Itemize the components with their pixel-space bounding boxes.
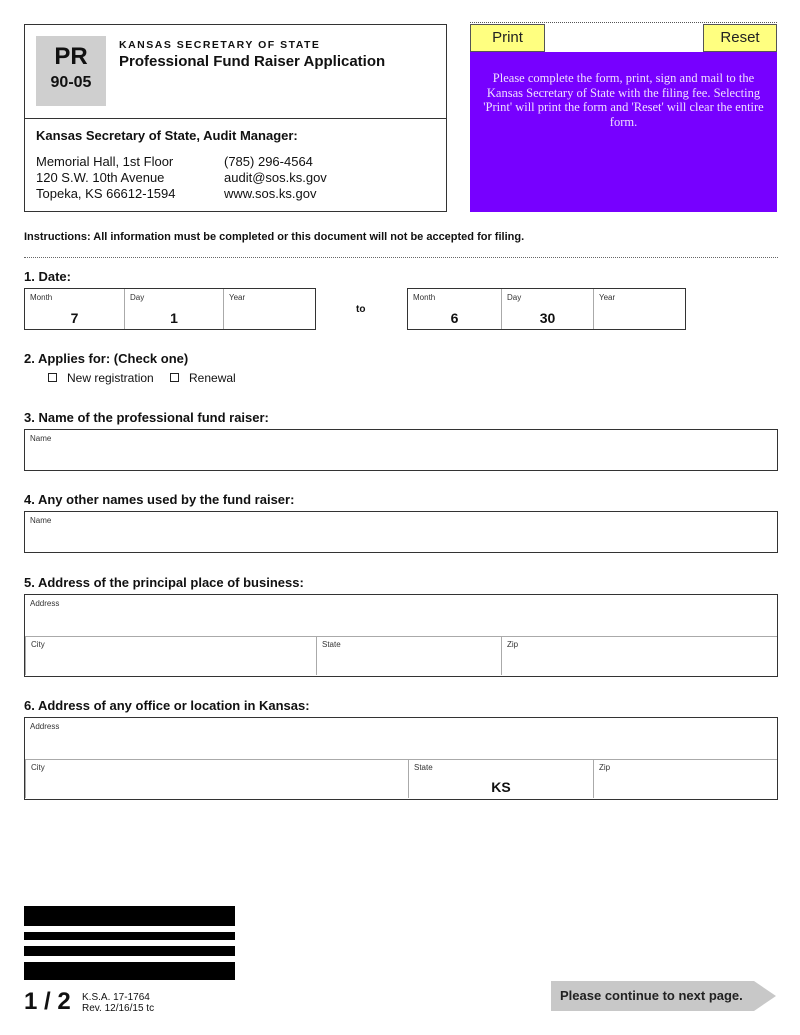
- to-month-field[interactable]: [408, 289, 501, 329]
- button-gap: [545, 24, 703, 52]
- kansas-address-box: [24, 717, 778, 800]
- address-line: Memorial Hall, 1st Floor: [36, 154, 174, 169]
- name-label: Name: [30, 516, 52, 525]
- kansas-state-value: KS: [491, 779, 511, 795]
- new-registration-checkbox[interactable]: [48, 373, 57, 382]
- contact-phone: (785) 296-4564: [224, 154, 313, 169]
- year-label: Year: [229, 293, 246, 302]
- from-year-field[interactable]: [223, 289, 314, 329]
- form-badge: [36, 36, 106, 106]
- barcode-bar: [24, 906, 235, 926]
- from-month-field[interactable]: [25, 289, 124, 329]
- barcode-bar: [24, 962, 235, 980]
- dotted-divider: [24, 257, 778, 258]
- date-from-box: [24, 288, 316, 330]
- q6-label: 6. Address of any office or location in Kansas:: [24, 698, 310, 713]
- address-label: Address: [30, 599, 60, 608]
- zip-label: Zip: [599, 763, 611, 772]
- to-year-field[interactable]: [593, 289, 684, 329]
- kansas-address-field[interactable]: [25, 718, 776, 759]
- renewal-checkbox[interactable]: [170, 373, 179, 382]
- contact-website: www.sos.ks.gov: [224, 186, 317, 201]
- year-label: Year: [599, 293, 616, 302]
- barcode-bar: [24, 932, 235, 940]
- address-line: Topeka, KS 66612-1594: [36, 186, 176, 201]
- statute-reference: K.S.A. 17-1764: [82, 992, 150, 1003]
- zip-label: Zip: [507, 640, 519, 649]
- barcode-bar: [24, 946, 235, 956]
- form-header: [24, 24, 447, 212]
- kansas-state-field[interactable]: [408, 759, 593, 798]
- instructions-text: Instructions: All information must be completed or this document will not be accepted for filing.: [24, 231, 525, 243]
- continue-arrow: [551, 981, 776, 1011]
- other-names-field[interactable]: [24, 511, 778, 553]
- from-day-field[interactable]: [124, 289, 223, 329]
- instruction-panel: [470, 24, 777, 212]
- q5-label: 5. Address of the principal place of business:: [24, 575, 304, 590]
- form-title: Professional Fund Raiser Application: [119, 53, 386, 70]
- state-label: State: [414, 763, 433, 772]
- q3-label: 3. Name of the professional fund raiser:: [24, 410, 269, 425]
- principal-address-box: [24, 594, 778, 677]
- kansas-zip-field[interactable]: [593, 759, 776, 798]
- to-day-value: 30: [539, 310, 556, 326]
- to-month-value: 6: [450, 310, 459, 326]
- contact-heading: Kansas Secretary of State, Audit Manager:: [36, 128, 298, 143]
- page-number: 1 / 2: [24, 988, 71, 1015]
- address-label: Address: [30, 722, 60, 731]
- q1-label: 1. Date:: [24, 269, 71, 284]
- panel-divider: [470, 22, 777, 23]
- new-registration-label: New registration: [67, 371, 154, 385]
- principal-address-field[interactable]: [25, 595, 776, 636]
- renewal-option[interactable]: [170, 371, 236, 385]
- renewal-label: Renewal: [189, 371, 236, 385]
- statute-info: [82, 992, 154, 1014]
- day-label: Day: [130, 293, 145, 302]
- date-to-label: to: [356, 304, 366, 315]
- to-day-field[interactable]: [501, 289, 593, 329]
- revision-date: Rev. 12/16/15 tc: [82, 1003, 155, 1014]
- panel-message: Please complete the form, print, sign and mail to the Kansas Secretary of State with the filing fee. Selecting 'Print' will print the form and 'Reset' will clear the entire form.: [483, 71, 764, 129]
- continue-text: Please continue to next page.: [560, 988, 743, 1003]
- kansas-city-field[interactable]: [25, 759, 408, 798]
- q2-label: 2. Applies for: (Check one): [24, 351, 189, 366]
- name-label: Name: [30, 434, 52, 443]
- city-label: City: [31, 763, 45, 772]
- state-label: State: [322, 640, 341, 649]
- day-label: Day: [507, 293, 522, 302]
- from-month-value: 7: [70, 310, 79, 326]
- principal-city-field[interactable]: [25, 636, 316, 675]
- address-line: 120 S.W. 10th Avenue: [36, 170, 165, 185]
- principal-zip-field[interactable]: [501, 636, 776, 675]
- contact-email: audit@sos.ks.gov: [224, 170, 327, 185]
- date-to-box: [407, 288, 686, 330]
- form-number: 90-05: [50, 74, 92, 91]
- agency-name: KANSAS SECRETARY OF STATE: [119, 39, 321, 51]
- month-label: Month: [30, 293, 53, 302]
- principal-state-field[interactable]: [316, 636, 501, 675]
- fund-raiser-name-field[interactable]: [24, 429, 778, 471]
- reset-button[interactable]: Reset: [703, 24, 777, 52]
- form-code: PR: [54, 43, 88, 70]
- from-day-value: 1: [170, 310, 178, 326]
- q4-label: 4. Any other names used by the fund raiser:: [24, 492, 295, 507]
- city-label: City: [31, 640, 45, 649]
- header-title-area: [25, 25, 446, 119]
- print-button[interactable]: Print: [470, 24, 545, 52]
- new-registration-option[interactable]: [48, 371, 154, 385]
- month-label: Month: [413, 293, 436, 302]
